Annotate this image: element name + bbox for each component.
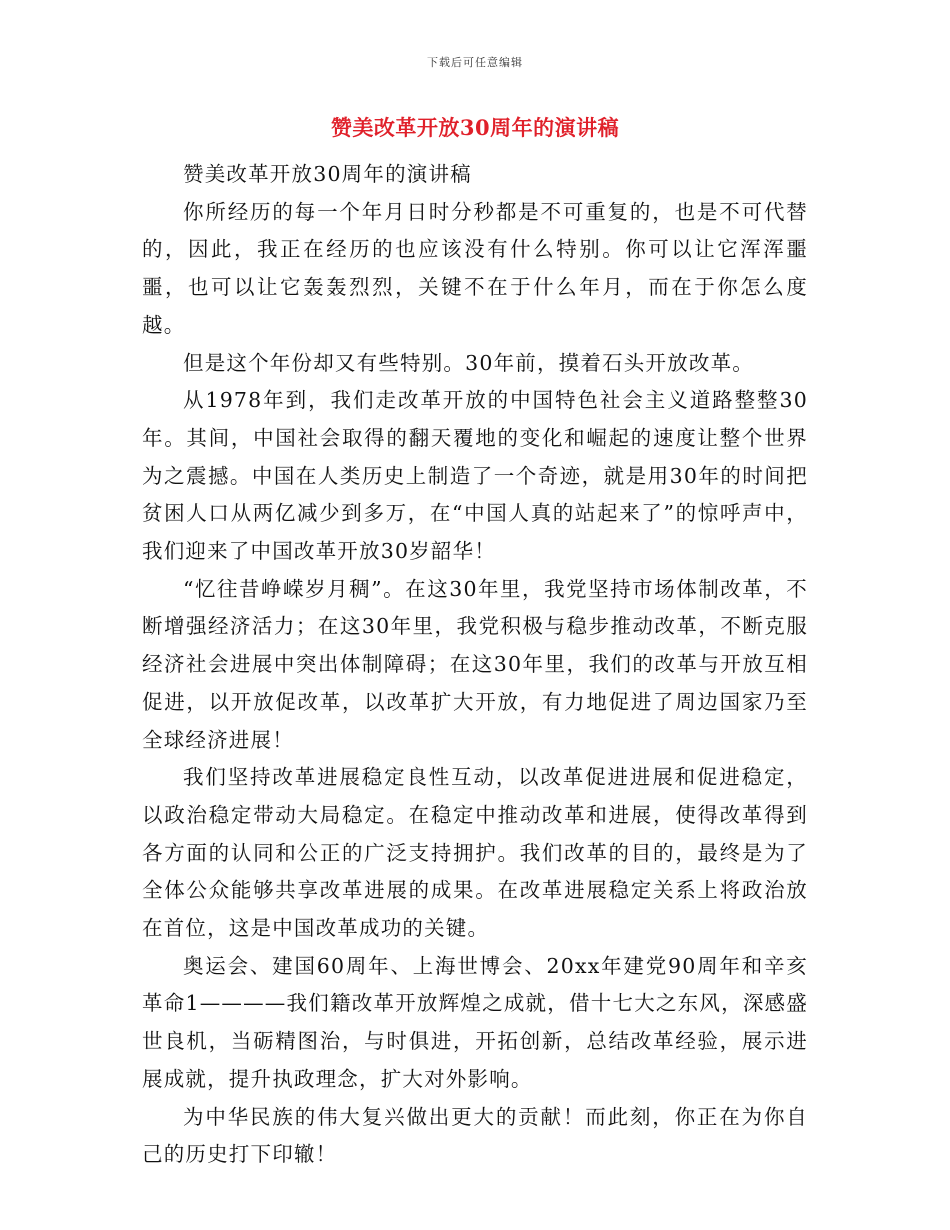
paragraph-1: 你所经历的每一个年月日时分秒都是不可重复的，也是不可代替的，因此，我正在经历的也应该没有什么特别。你可以让它浑浑噩噩，也可以让它轰轰烈烈，关键不在于什么年月，而在于你怎么度越。 [142, 199, 808, 337]
paragraph-7: 为中华民族的伟大复兴做出更大的贡献！而此刻，你正在为你自己的历史打下印辙！ [142, 1104, 808, 1167]
paragraph-4: “忆往昔峥嵘岁月稠”。在这30年里，我党坚持市场体制改革，不断增强经济活力；在这30年里，我党积极与稳步推动改革，不断克服经济社会进展中突出体制障碍；在这30年里，我们的改革与开放互相促进，以开放促改革，以改革扩大开放，有力地促进了周边国家乃至全球经济进展！ [142, 576, 808, 752]
paragraph-5: 我们坚持改革进展稳定良性互动，以改革促进进展和促进稳定，以政治稳定带动大局稳定。在稳定中推动改革和进展，使得改革得到各方面的认同和公正的广泛支持拥护。我们改革的目的，最终是为了全体公众能够共享改革进展的成果。在改革进展稳定关系上将政治放在首位，这是中国改革成功的关键。 [142, 765, 808, 941]
paragraph-6: 奥运会、建国60周年、上海世博会、20xx年建党90周年和辛亥革命1————我们籍改革开放辉煌之成就，借十七大之东风，深感盛世良机，当砺精图治，与时俱进，开拓创新，总结改革经验，展示进展成就，提升执政理念，扩大对外影响。 [142, 953, 808, 1091]
document-body [142, 156, 808, 1174]
paragraph-2: 但是这个年份却又有些特别。30年前，摸着石头开放改革。 [183, 350, 754, 375]
paragraph-3: 从1978年到，我们走改革开放的中国特色社会主义道路整整30年。其间，中国社会取得的翻天覆地的变化和崛起的速度让整个世界为之震撼。中国在人类历史上制造了一个奇迹，就是用30年的时间把贫困人口从两亿减少到多万，在“中国人真的站起来了”的惊呼声中，我们迎来了中国改革开放30岁韶华！ [142, 388, 808, 564]
document-title: 赞美改革开放30周年的演讲稿 [330, 115, 620, 140]
page-header-note: 下载后可任意编辑 [427, 56, 523, 69]
paragraph-subtitle: 赞美改革开放30周年的演讲稿 [183, 162, 472, 186]
